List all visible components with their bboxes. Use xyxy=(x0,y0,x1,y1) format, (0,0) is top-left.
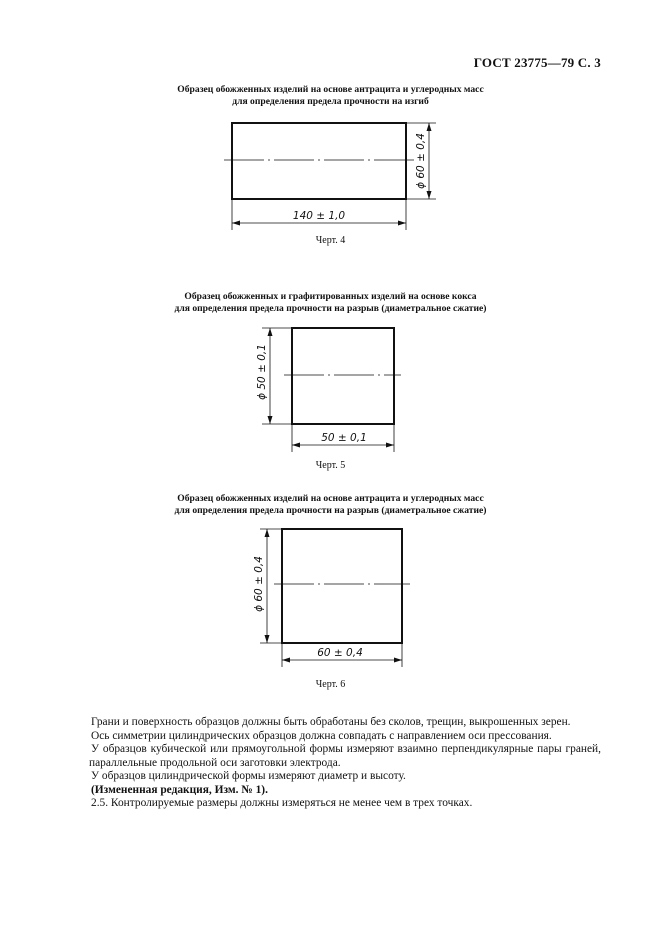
paragraph-2-5: 2.5. Контролируемые размеры должны измеряться не менее чем в трех точках. xyxy=(91,797,473,809)
figure-6-specimen-outline xyxy=(282,529,402,643)
figure-5-height-dimension: ϕ 50 ± 0,1 xyxy=(256,344,268,400)
figure-5-width-dimension: 50 ± 0,1 xyxy=(321,432,367,444)
paragraph-cylindrical: У образцов цилиндрической формы измеряют диаметр и высоту. xyxy=(91,770,406,782)
figure-4-height-dimension: ϕ 60 ± 0,4 xyxy=(415,133,427,189)
figure-6-label: Черт. 6 xyxy=(315,679,346,690)
paragraph-axis: Ось симметрии цилиндрических образцов должна совпадать с направлением оси прессования. xyxy=(91,729,552,742)
paragraph-surface: Грани и поверхность образцов должны быть обработаны без сколов, трещин, выкрошенных зерен. xyxy=(91,716,571,728)
figure-4-label: Черт. 4 xyxy=(315,235,346,246)
figure-4-caption-line-2: для определения предела прочности на изгиб xyxy=(232,96,429,107)
figure-4-caption-line-1: Образец обожженных изделий на основе антрацита и углеродных масс xyxy=(177,84,484,95)
figure-6-arrow xyxy=(394,658,402,663)
paragraph-amendment: (Измененная редакция, Изм. № 1). xyxy=(91,783,268,796)
figure-6-width-dimension: 60 ± 0,4 xyxy=(317,647,363,659)
page-header: ГОСТ 23775—79 С. 3 xyxy=(473,55,601,70)
body-text xyxy=(89,716,601,811)
figure-5-caption-line-2: для определения предела прочности на разрыв (диаметральное сжатие) xyxy=(174,303,487,314)
figure-5-caption-line-1: Образец обожженных и графитированных изделий на основе кокса xyxy=(184,291,477,302)
figure-6-arrow xyxy=(265,635,270,643)
figure-5-label: Черт. 5 xyxy=(315,460,346,471)
figure-6-caption-line-2: для определения предела прочности на разрыв (диаметральное сжатие) xyxy=(174,505,487,516)
figure-6-arrow xyxy=(265,529,270,537)
figure-4-width-dimension: 140 ± 1,0 xyxy=(292,210,346,222)
paragraph-cubic: У образцов кубической или прямоугольной формы измеряют взаимно перпендикулярные пары граней, параллельные продольной оси заготовки электрода. xyxy=(89,743,601,769)
figure-6-height-dimension: ϕ 60 ± 0,4 xyxy=(253,556,265,612)
figure-6-caption-line-1: Образец обожженных изделий на основе антрацита и углеродных масс xyxy=(177,493,484,504)
figure-6-arrow xyxy=(282,658,290,663)
